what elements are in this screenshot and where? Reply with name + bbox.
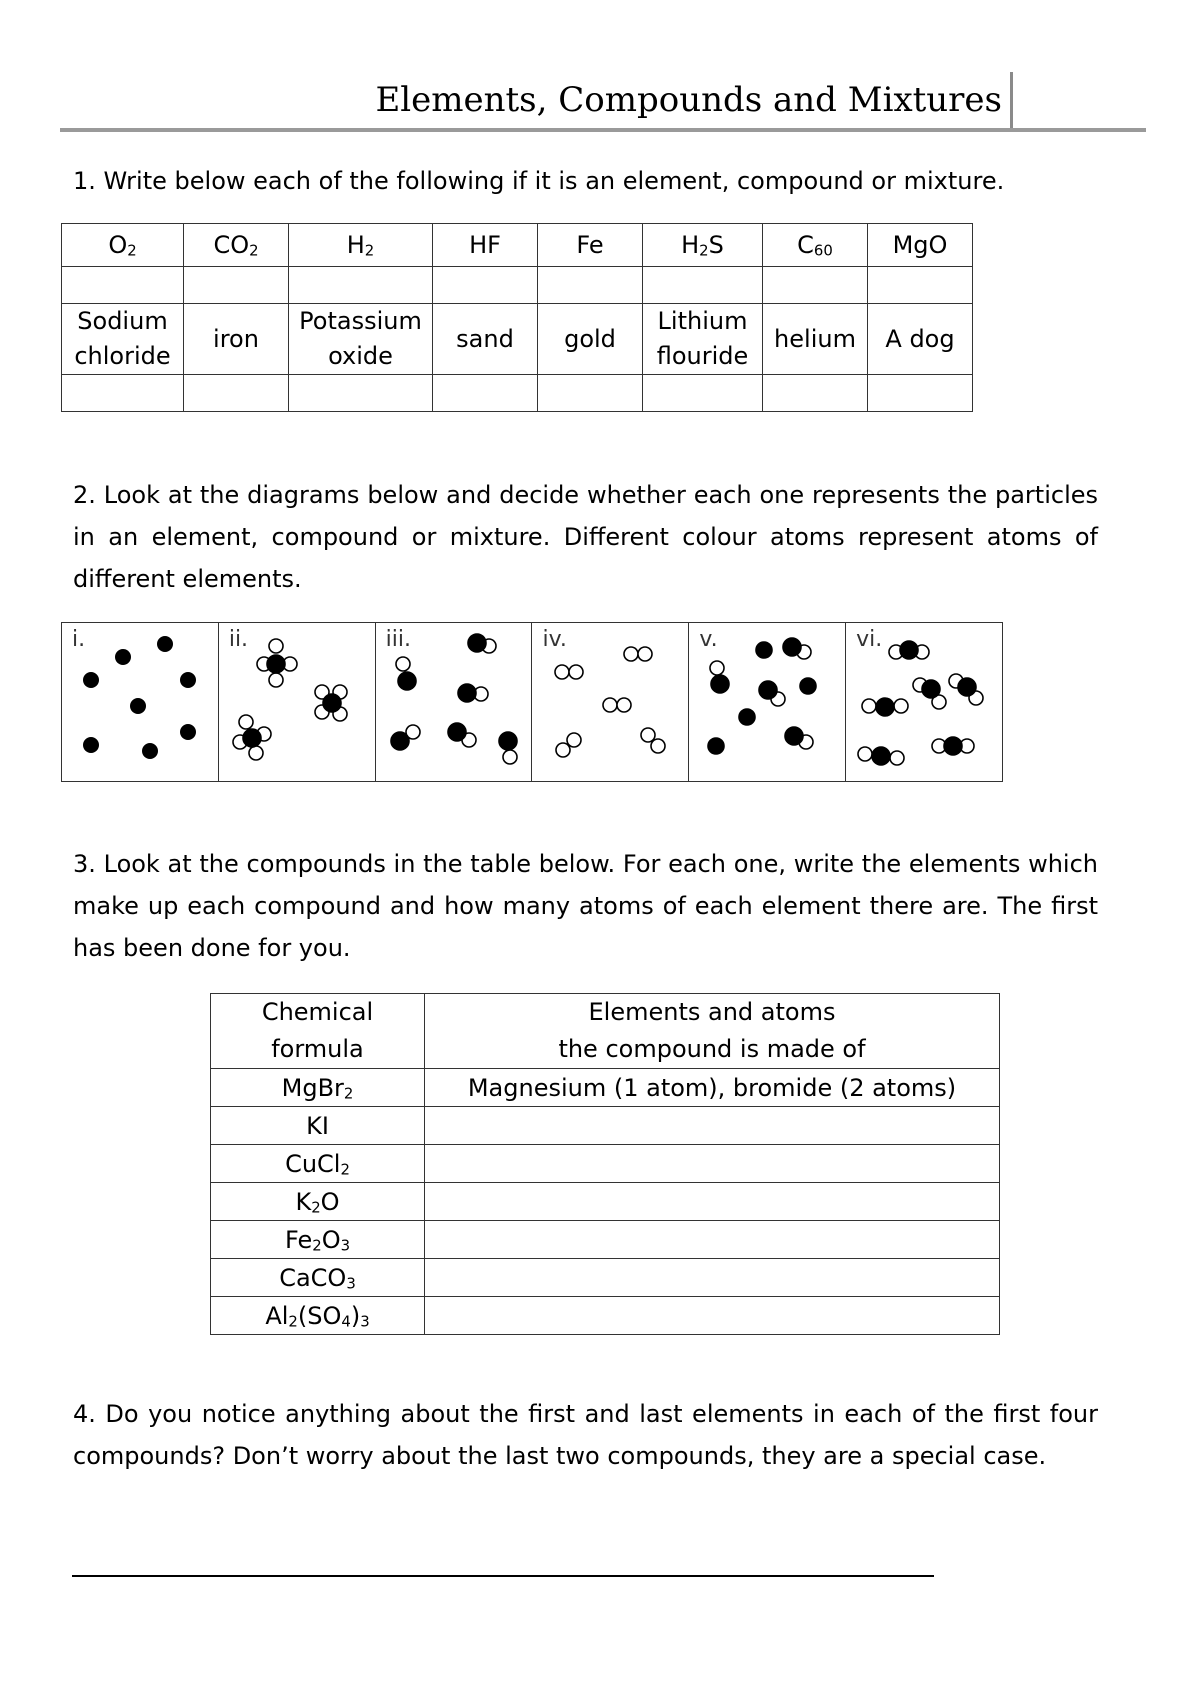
formula-base: CO: [213, 230, 250, 259]
formula-subscript: 2: [249, 241, 259, 260]
answer-cell[interactable]: [763, 267, 868, 304]
substance-name-line: Sodium: [77, 307, 168, 335]
compound-row: [211, 1259, 1000, 1297]
mixed-particles: [708, 638, 816, 754]
diagram-panel-iii: [376, 623, 533, 781]
formula-subscript: 2: [127, 241, 137, 260]
formula-cell: [62, 224, 184, 267]
answer-line[interactable]: [72, 1575, 934, 1577]
particle-diagram-iv: [532, 623, 688, 781]
compound-table: [210, 993, 1000, 1335]
compound-row: [211, 1221, 1000, 1259]
substance-name-cell: [643, 304, 763, 375]
compound-table-header: [211, 994, 1000, 1069]
compound-answer[interactable]: [425, 1183, 1000, 1221]
answer-cell[interactable]: [433, 375, 538, 412]
particle-diagram-v: [689, 623, 845, 781]
compound-formula: MgBr$_2$: [211, 1069, 425, 1107]
answer-cell[interactable]: [763, 375, 868, 412]
formula-cell: [538, 224, 643, 267]
substance-name-cell: [868, 304, 973, 375]
answer-row: [62, 375, 973, 412]
molecule-particles: [858, 641, 983, 765]
question-1-prompt: 1. Write below each of the following if it is an element, compound or mixture.: [73, 167, 1005, 195]
compound-formula: $Al_2(SO_4)_3$: [211, 1297, 425, 1335]
formula-subscript: 2: [364, 241, 375, 260]
answer-cell[interactable]: [868, 375, 973, 412]
formula-cell: [643, 224, 763, 267]
diagram-label: v.: [699, 627, 718, 652]
compound-answer[interactable]: [425, 1221, 1000, 1259]
substance-name-line: gold: [564, 324, 616, 353]
particle-diagram-iii: [376, 623, 532, 781]
answer-cell[interactable]: [62, 375, 184, 412]
formula-cell: [184, 224, 289, 267]
formula-cell: [868, 224, 973, 267]
header-elements: [425, 994, 1000, 1069]
answer-cell[interactable]: [289, 267, 433, 304]
compound-answer[interactable]: [425, 1145, 1000, 1183]
header-formula: [211, 994, 425, 1069]
substance-name-line: flouride: [656, 342, 749, 370]
diagram-panel-i: [62, 623, 219, 781]
formula-cell: [433, 224, 538, 267]
substance-name-cell: [538, 304, 643, 375]
particle-diagrams: [61, 622, 1003, 782]
answer-cell[interactable]: [433, 267, 538, 304]
compound-row: [211, 1145, 1000, 1183]
formula-base: H: [681, 230, 700, 259]
compound-formula: KI: [211, 1107, 425, 1145]
header-elements-line: the compound is made of: [558, 1035, 866, 1063]
formula-row: [62, 224, 973, 267]
classification-table: [61, 223, 973, 412]
substance-name-cell: [433, 304, 538, 375]
formula-base: MgO: [892, 230, 948, 259]
answer-cell[interactable]: [184, 375, 289, 412]
compound-row: [211, 1069, 1000, 1107]
formula-base: H: [346, 230, 365, 259]
question-2-prompt: 2. Look at the diagrams below and decide whether each one represents the particles in an element, compound or mixture. Different colour atoms represent atoms of different elements.: [73, 481, 1098, 593]
substance-name-line: Lithium: [657, 307, 748, 335]
substance-name-cell: [62, 304, 184, 375]
formula-tail: S: [708, 230, 724, 259]
compound-row: [211, 1297, 1000, 1335]
formula-base: C: [797, 230, 814, 259]
compound-answer[interactable]: [425, 1107, 1000, 1145]
diagram-label: iii.: [385, 627, 411, 652]
compound-row: [211, 1183, 1000, 1221]
answer-cell[interactable]: [538, 267, 643, 304]
particle-diagram-vi: [846, 623, 1002, 781]
question-4-prompt: 4. Do you notice anything about the first and last elements in each of the first four compounds? Don’t worry about the last two compounds, they are a special case.: [73, 1400, 1098, 1470]
diagram-label: ii.: [228, 627, 249, 652]
answer-cell[interactable]: [868, 267, 973, 304]
formula-subscript: 60: [813, 241, 833, 260]
page-title: Elements, Compounds and Mixtures: [375, 80, 1002, 120]
substance-name-line: A dog: [885, 324, 955, 353]
substance-name-cell: [763, 304, 868, 375]
diagram-label: vi.: [856, 627, 883, 652]
formula-base: O: [108, 230, 128, 259]
diagram-label: i.: [72, 627, 86, 652]
answer-row: [62, 267, 973, 304]
formula-base: HF: [469, 230, 501, 259]
compound-answer[interactable]: [425, 1297, 1000, 1335]
substance-name-cell: [289, 304, 433, 375]
answer-cell[interactable]: [538, 375, 643, 412]
substance-name-line: Potassium: [299, 307, 422, 335]
answer-cell[interactable]: [643, 267, 763, 304]
formula-subscript: 2: [699, 241, 709, 260]
substance-name-line: helium: [774, 324, 856, 353]
title-divider: [60, 128, 1146, 132]
molecule-particles: [391, 634, 517, 764]
formula-base: Fe: [576, 230, 604, 259]
diagram-panel-v: [689, 623, 846, 781]
substance-name-line: chloride: [74, 342, 171, 370]
header-formula-line: formula: [271, 1035, 364, 1063]
substance-name-line: iron: [213, 324, 259, 353]
molecule-particles: [555, 647, 665, 757]
question-3-prompt: 3. Look at the compounds in the table below. For each one, write the elements which make up each compound and how many atoms of each element there are. The first has been done for you.: [73, 850, 1098, 962]
compound-answer[interactable]: [425, 1259, 1000, 1297]
diagram-panel-vi: [846, 623, 1002, 781]
answer-cell[interactable]: [643, 375, 763, 412]
formula-cell: [289, 224, 433, 267]
compound-formula: $K_2O$: [211, 1183, 425, 1221]
title-bar: [1010, 72, 1013, 130]
compound-answer: Magnesium (1 atom), bromide (2 atoms): [425, 1069, 1000, 1107]
molecule-particles: [233, 639, 347, 760]
diagram-panel-ii: [219, 623, 376, 781]
particle-diagram-i: [62, 623, 218, 781]
compound-row: [211, 1107, 1000, 1145]
substance-name-line: sand: [456, 324, 514, 353]
diagram-panel-iv: [532, 623, 689, 781]
answer-cell[interactable]: [184, 267, 289, 304]
compound-formula: $Fe_2O_3$: [211, 1221, 425, 1259]
atom-particles: [83, 636, 196, 759]
formula-cell: [763, 224, 868, 267]
diagram-label: iv.: [542, 627, 567, 652]
substance-name-row: [62, 304, 973, 375]
header-formula-line: Chemical: [261, 998, 374, 1026]
answer-cell[interactable]: [289, 375, 433, 412]
substance-name-cell: [184, 304, 289, 375]
compound-formula: CaCO$_3$: [211, 1259, 425, 1297]
particle-diagram-ii: [219, 623, 375, 781]
compound-formula: CuCl$_2$: [211, 1145, 425, 1183]
substance-name-line: oxide: [328, 342, 393, 370]
header-elements-line: Elements and atoms: [588, 998, 836, 1026]
answer-cell[interactable]: [62, 267, 184, 304]
